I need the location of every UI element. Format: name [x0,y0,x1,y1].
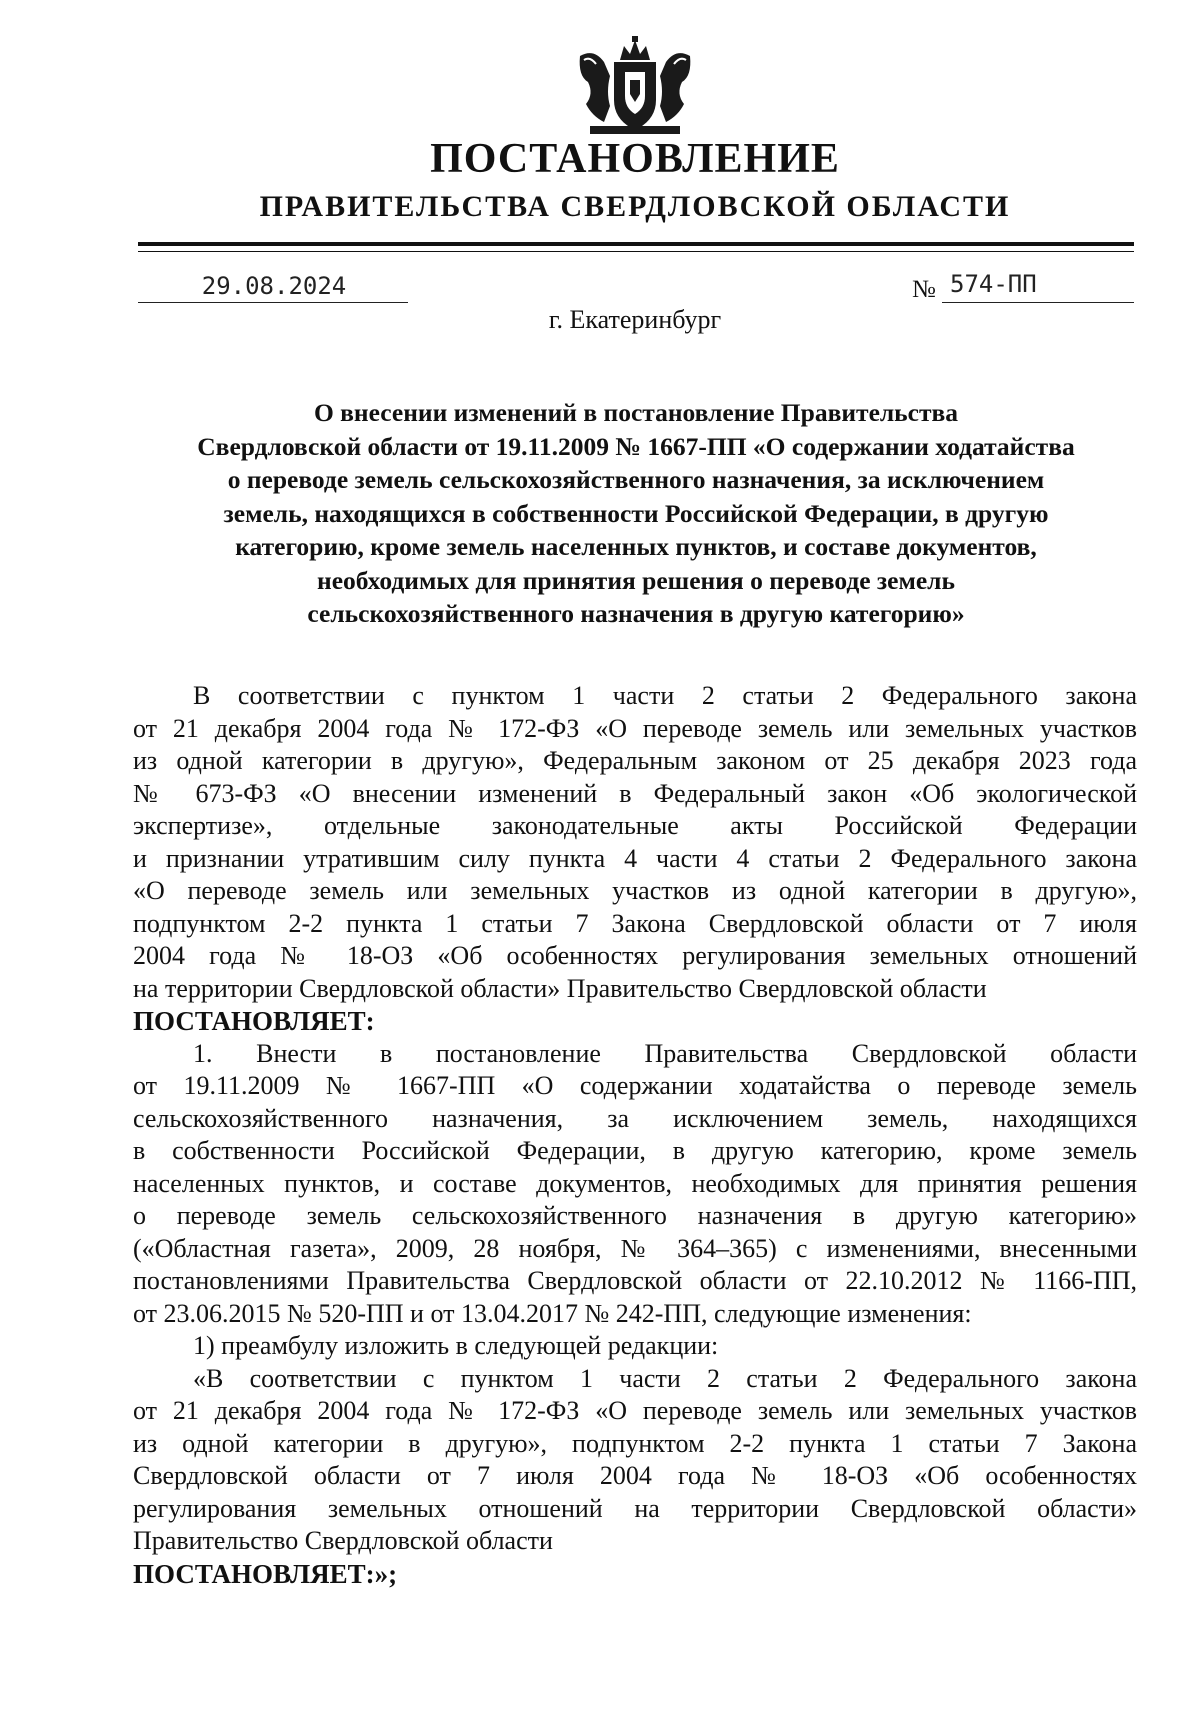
body-line: сельскохозяйственного назначения, за исключением земель, находящихся [133,1103,1137,1133]
document-city: г. Екатеринбург [548,305,722,334]
body-line: в собственности Российской Федерации, в другую категорию, кроме земель [133,1136,1137,1165]
body-line: от 23.06.2015 № 520-ПП и от 13.04.2017 № 242-ПП, следующие изменения: [133,1298,972,1328]
body-line: на территории Свердловской области» Правительство Свердловской области [133,973,987,1003]
body-line: («Областная газета», 2009, 28 ноября, № 364–365) с изменениями, внесенными [133,1233,1137,1263]
body-line: и признании утратившим силу пункта 4 части 4 статьи 2 Федерального закона [133,843,1137,873]
header-divider-thick [138,242,1134,246]
body-line: из одной категории в другую», Федеральным законом от 25 декабря 2023 года [133,746,1137,775]
subject-line: необходимых для принятия решения о переводе земель [317,565,955,595]
subject-line: о переводе земель сельскохозяйственного назначения, за исключением [227,465,1045,494]
body-line: регулирования земельных отношений на территории Свердловской области» [133,1493,1137,1523]
document-date: 29.08.2024 [201,272,347,300]
resolves-heading: ПОСТАНОВЛЯЕТ: [133,1006,375,1036]
body-line: от 19.11.2009 № 1667-ПП «О содержании ходатайства о переводе земель [133,1071,1137,1100]
subject-line: Свердловской области от 19.11.2009 № 1667-ПП «О содержании ходатайства [197,431,1075,461]
body-line: экспертизе», отдельные законодательные акты Российской Федерации [133,811,1137,840]
body-line: о переводе земель сельскохозяйственного назначения в другую категорию» [133,1201,1137,1230]
number-underline [942,302,1134,303]
body-line: постановлениями Правительства Свердловской области от 22.10.2012 № 1166-ПП, [133,1266,1137,1295]
subject-line: сельскохозяйственного назначения в другую категорию» [307,599,965,628]
body-line: от 21 декабря 2004 года № 172-ФЗ «О переводе земель или земельных участков [133,1396,1137,1425]
body-line: 1) преамбулу изложить в следующей редакции: [193,1331,719,1360]
body-line: В соответствии с пунктом 1 части 2 статьи 2 Федерального закона [193,681,1137,710]
body-line: из одной категории в другую», подпунктом 2-2 пункта 1 статьи 7 Закона [133,1428,1137,1458]
number-sign: № [912,276,936,303]
resolves-heading-quoted: ПОСТАНОВЛЯЕТ:»; [133,1558,398,1589]
document-issuer: ПРАВИТЕЛЬСТВА СВЕРДЛОВСКОЙ ОБЛАСТИ [259,190,1011,223]
body-line: 2004 года № 18-ОЗ «Об особенностях регулирования земельных отношений [133,941,1137,970]
document-subject [138,396,1134,631]
document-title: ПОСТАНОВЛЕНИЕ [430,136,840,182]
body-line: населенных пунктов, и составе документов, необходимых для принятия решения [133,1168,1137,1198]
document-number: 574-ПП [950,270,1037,298]
date-underline [138,302,408,303]
body-line: от 21 декабря 2004 года № 172-ФЗ «О переводе земель или земельных участков [133,713,1137,743]
body-line: Свердловской области от 7 июля 2004 года № 18-ОЗ «Об особенностях [133,1461,1137,1490]
body-line: подпунктом 2-2 пункта 1 статьи 7 Закона Свердловской области от 7 июля [133,908,1137,938]
document-body [133,680,1137,1590]
body-line: 1. Внести в постановление Правительства Свердловской области [193,1038,1137,1068]
subject-line: О внесении изменений в постановление Правительства [313,398,959,427]
subject-line: категорию, кроме земель населенных пунктов, и составе документов, [235,532,1037,561]
subject-line: земель, находящихся в собственности Российской Федерации, в другую [223,498,1049,528]
body-line: «О переводе земель или земельных участков из одной категории в другую», [133,876,1137,905]
header-divider-thin [138,251,1134,252]
body-line: № 673-ФЗ «О внесении изменений в Федеральный закон «Об экологической [133,778,1137,808]
coat-of-arms-icon [570,36,700,136]
body-line: «В соответствии с пунктом 1 части 2 статьи 2 Федерального закона [193,1363,1137,1393]
body-line: Правительство Свердловской области [133,1526,553,1555]
